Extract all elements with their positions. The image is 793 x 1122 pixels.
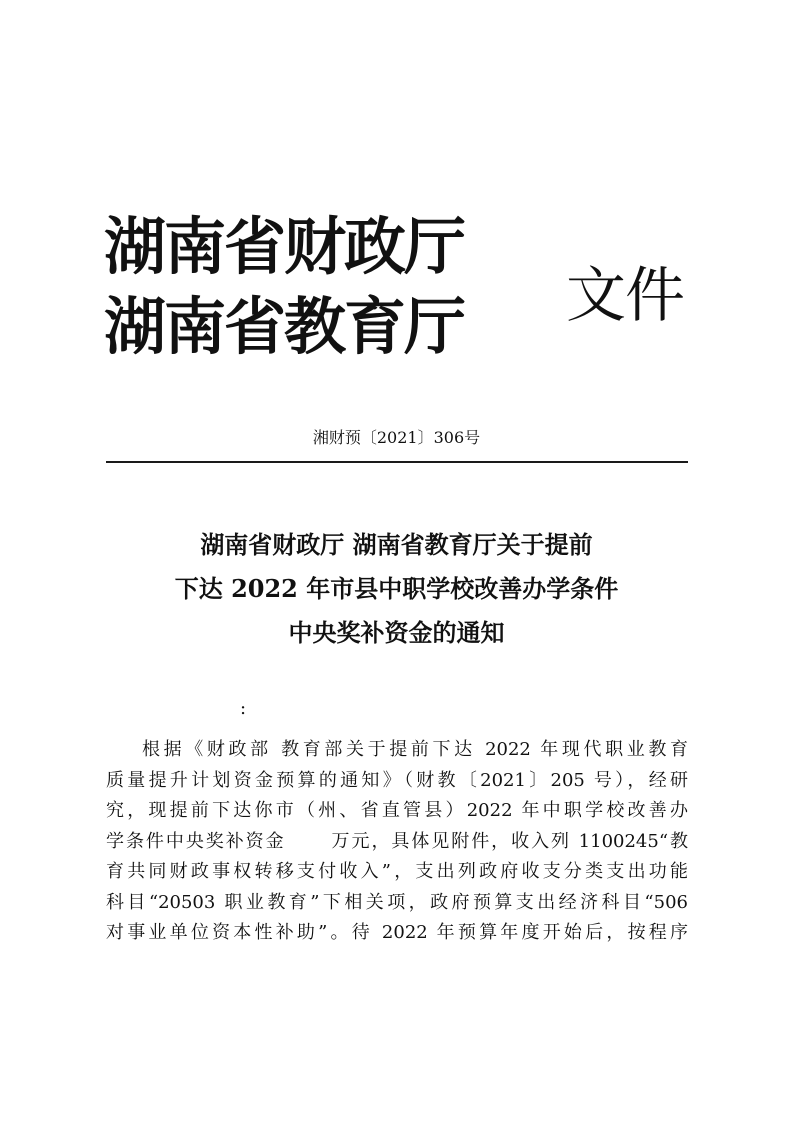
body-paragraph — [106, 735, 688, 949]
title-line: 下达 2022 年市县中职学校改善办学条件 — [174, 574, 619, 603]
body-line-segment: 学条件中央奖补资金 — [106, 830, 286, 852]
document-type-label: 文件 — [566, 261, 684, 331]
body-line: 根据《财政部 教育部关于提前下达 2022 年现代职业教育 — [142, 739, 688, 760]
title-line: 湖南省财政厅 湖南省教育厅关于提前 — [200, 530, 593, 559]
body-line: 质量提升计划资金预算的通知》（财教〔2021〕205 号），经研 — [106, 769, 688, 791]
body-line: 科目“20503 职业教育”下相关项，政府预算支出经济科目“506 — [106, 891, 688, 913]
body-line: 究，现提前下达你市（州、省直管县）2022 年中职学校改善办 — [106, 800, 688, 821]
issuer-block — [104, 207, 464, 367]
body-line-segment: 万元，具体见附件，收入列 1100245“教 — [329, 830, 688, 852]
issuer-finance-dept: 湖南省财政厅 — [104, 210, 465, 283]
document-number: 湘财预〔2021〕306号 — [312, 428, 481, 447]
body-line — [106, 827, 688, 858]
document-title — [0, 523, 793, 655]
header-divider — [106, 461, 688, 463]
issuer-education-dept: 湖南省教育厅 — [104, 290, 465, 363]
title-line: 中央奖补资金的通知 — [288, 618, 505, 647]
body-line: 对事业单位资本性补助”。待 2022 年预算年度开始后，按程序 — [106, 922, 688, 943]
body-line: 育共同财政事权转移支付收入”，支出列政府收支分类支出功能 — [106, 861, 688, 882]
salutation: : — [240, 698, 247, 719]
